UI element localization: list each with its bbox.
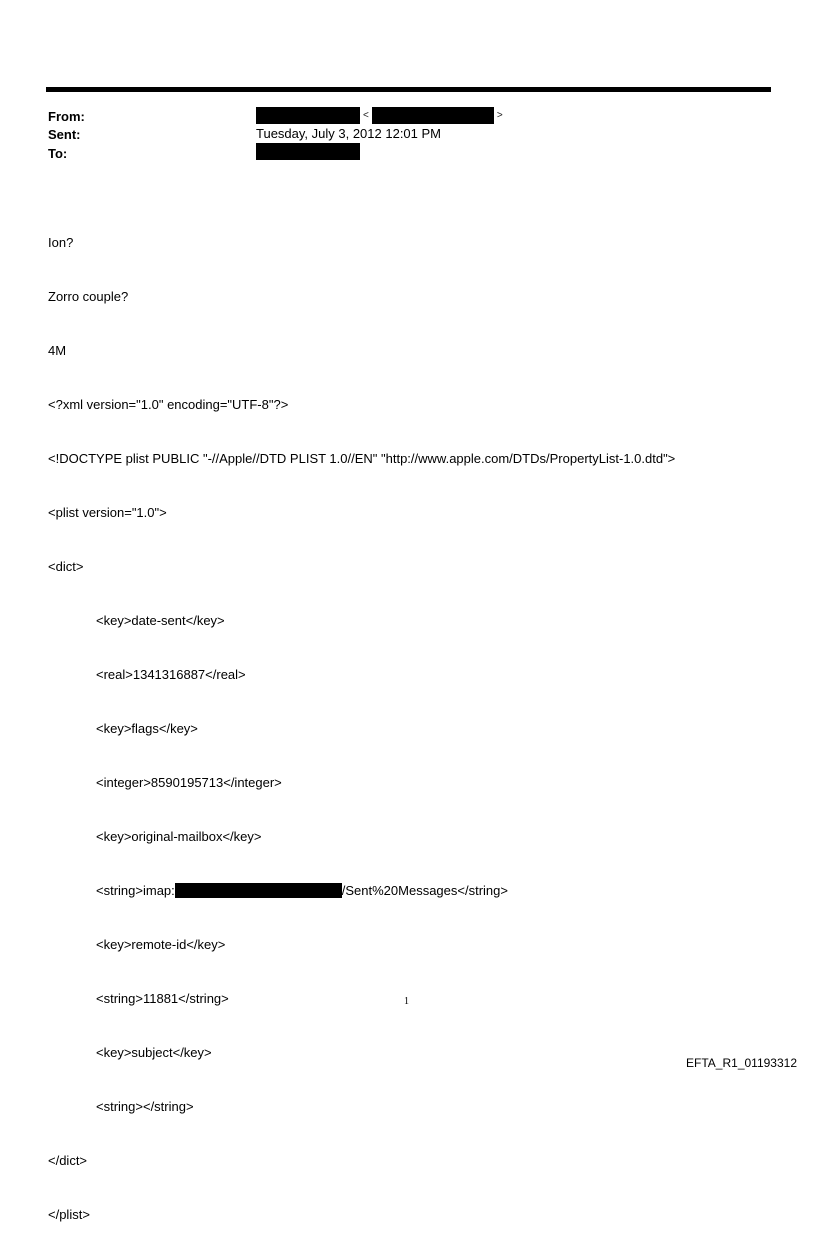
header-divider-rule xyxy=(46,87,771,92)
sent-value: Tuesday, July 3, 2012 12:01 PM xyxy=(256,126,441,141)
to-value xyxy=(256,143,360,160)
redaction-block xyxy=(256,107,360,124)
body-line: <?xml version="1.0" encoding="UTF-8"?> xyxy=(48,397,289,412)
from-close-bracket: > xyxy=(496,110,503,121)
body-line: <key>subject</key> xyxy=(96,1045,212,1060)
body-line: </plist> xyxy=(48,1207,90,1222)
body-line: <key>flags</key> xyxy=(96,721,198,736)
body-line: <key>date-sent</key> xyxy=(96,613,225,628)
from-value xyxy=(256,107,506,124)
body-line: Ion? xyxy=(48,235,74,250)
imap-prefix: <string>imap: xyxy=(96,883,175,898)
redaction-block xyxy=(175,883,342,898)
body-line: <key>original-mailbox</key> xyxy=(96,829,262,844)
body-line: <dict> xyxy=(48,559,84,574)
body-line-redacted xyxy=(48,882,675,900)
body-line: <string></string> xyxy=(96,1099,194,1114)
body-line: <plist version="1.0"> xyxy=(48,505,167,520)
page-number: 1 xyxy=(404,996,409,1007)
body-line: 4M xyxy=(48,343,67,358)
body-line: </dict> xyxy=(48,1153,88,1168)
redaction-block xyxy=(256,143,360,160)
to-label: To: xyxy=(48,146,68,161)
message-body xyxy=(48,198,675,1242)
body-line: <string>11881</string> xyxy=(96,991,229,1006)
from-label: From: xyxy=(48,109,85,124)
imap-suffix: /Sent%20Messages</string> xyxy=(341,883,508,898)
body-line: <real>1341316887</real> xyxy=(96,667,246,682)
body-line: <!DOCTYPE plist PUBLIC "-//Apple//DTD PLIST 1.0//EN" "http://www.apple.com/DTDs/PropertyList-1.0.dtd"> xyxy=(48,451,676,466)
bates-number: EFTA_R1_01193312 xyxy=(686,1056,797,1070)
from-open-bracket: < xyxy=(363,110,369,121)
body-line: Zorro couple? xyxy=(48,289,129,304)
body-line: <key>remote-id</key> xyxy=(96,937,226,952)
sent-label: Sent: xyxy=(48,127,81,142)
redaction-block xyxy=(372,107,494,124)
body-line: <integer>8590195713</integer> xyxy=(96,775,282,790)
